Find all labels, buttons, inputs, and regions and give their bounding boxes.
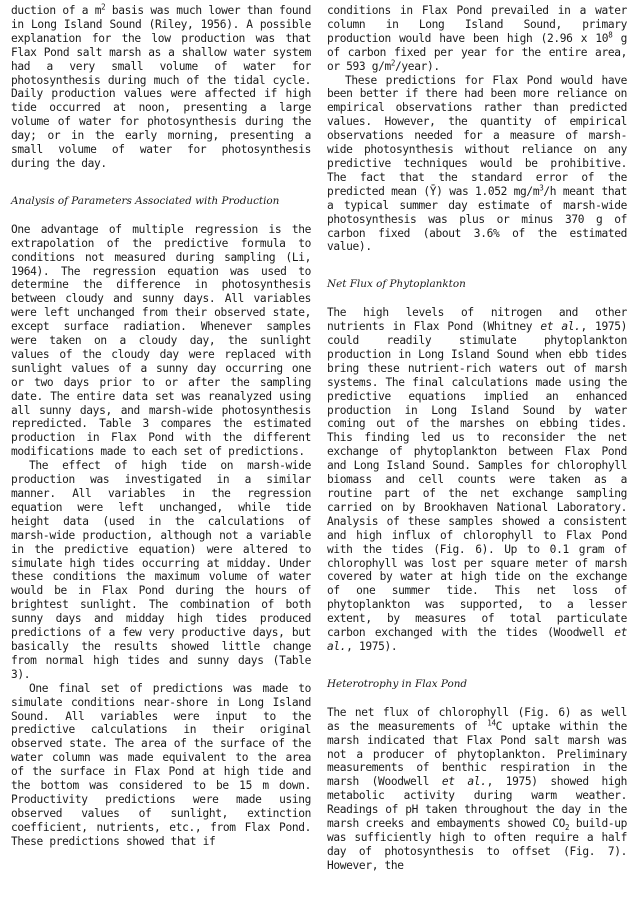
paragraph: duction of a $m^2$ basis was much lower than found in Long Island Sound (Riley, 1956). A possible explanation for the low production was that Flax Pond salt marsh as a shallow water system had a very small volume of water for photosynthesis during much of the tidal cycle. Daily production values were affected if high tide occurred at noon, presenting a large volume of water for photosynthesis during the day; or in the early morning, presenting a small volume of water for photosynthesis during the day. (11, 2, 311, 170)
superscript: 2 (390, 57, 396, 67)
section-heading: Net Flux of Phytoplankton (327, 278, 466, 291)
subscript: 2 (565, 823, 570, 833)
section-heading: Heterotrophy in Flax Pond (327, 677, 468, 690)
superscript: 14 (487, 717, 496, 727)
superscript: 3 (539, 183, 544, 193)
paragraph: The net flux of chlorophyll (Fig. 6) as well as the measurements of $^{14}$C uptake within the marsh indicated that Flax Pond salt marsh was not a producer of phytoplankton. Preliminary measurements of benthic respiration in the marsh (Woodwell et al., 1975) showed high metabolic activity during warm weather. Readings of pH taken throughout the day in the marsh creeks and embayments showed $CO_2$ build-up was sufficiently high to often require a half day of photosynthesis to offset (Fig. 7). However, the (327, 705, 628, 872)
paragraph: These predictions for Flax Pond would have been better if there had been more reliance on empirical observations rather than predicted values. However, the quantity of empirical observations needed for a measure of marsh-wide photosynthesis without reliance on any predictive techniques would be prohibitive. The fact that the standard error of the predicted mean (Ȳ) was 1.052 $mg/m^3/h$ meant that a typical summer day estimate of marsh-wide photosynthesis was plus or minus 370 g of carbon fixed (about 3.6% of the estimated value). (327, 73, 627, 254)
right-column (327, 4, 627, 873)
paragraph: The high levels of nitrogen and other nutrients in Flax Pond (Whitney et al., 1975) could readily stimulate phytoplankton production in Long Island Sound when ebb tides bring these nutrient-rich waters out of marsh systems. The final calculations made using the predictive equations implied an enhanced production in Long Island Sound by water coming out of the marshes on ebbing tides. This finding led us to reconsider the net exchange of phytoplankton between Flax Pond and Long Island Sound. Samples for chlorophyll biomass and cell counts were taken as a routine part of the net exchange sampling carried on by Brookhaven National Laboratory. Analysis of these samples showed a consistent and high influx of chlorophyll to Flax Pond with the tides (Fig. 6). Up to 0.1 gram of chlorophyll was lost per square meter of marsh covered by water at high tide on the exchange of one summer tide. This net loss of phytoplankton was supported, to a lesser extent, by measures of total particulate carbon exchanged with the tides (Woodwell et al., 1975). (327, 306, 627, 653)
paragraph: One final set of predictions was made to simulate conditions near-shore in Long Island Sound. All variables were input to the predictive calculations in their original observed state. The area of the surface of the water column was made equivalent to the area of the surface in Flax Pond at high tide and the bottom was considered to be 15 m down. Productivity predictions were made using observed values of sunlight, extinction coefficient, nutrients, etc., from Flax Pond. These predictions showed that if (11, 681, 311, 848)
superscript: 2 (101, 2, 106, 12)
paragraph: conditions in Flax Pond prevailed in a water column in Long Island Sound, primary production would have been high (2.96 x $10^8$ g of carbon fixed per year for the entire area, or 593 $g/m^2/year$). (327, 4, 627, 73)
section-heading: Analysis of Parameters Associated with Production (11, 194, 280, 207)
paragraph: One advantage of multiple regression is the extrapolation of the predictive formula to conditions not measured during sampling (Li, 1964). The regression equation was used to determine the difference in photosynthesis between cloudy and sunny days. All variables were left unchanged from their observed state, except surface radiation. Whenever samples were taken on a cloudy day, the sunlight values of the cloudy day were replaced with sunlight values of a sunny day occurring one or two days prior to or after the sampling date. The entire data set was reanalyzed using all sunny days, and marsh-wide photosynthesis repredicted. Table 3 compares the estimated production in Flax Pond with the different modifications made to each set of predictions. (11, 222, 311, 459)
paragraph: The effect of high tide on marsh-wide production was investigated in a similar manner. All variables in the regression equation were left unchanged, while tide height data (used in the calculations of marsh-wide production, although not a variable in the predictive equation) were altered to simulate high tides occurring at midday. Under these conditions the maximum volume of water would be in Flax Pond during the hours of brightest sunlight. The combination of both sunny days and midday high tides produced predictions of a few very productive days, but basically the results showed little change from normal high tides and sunny days (Table 3). (11, 459, 311, 681)
superscript: 8 (608, 30, 613, 40)
left-column (11, 4, 311, 849)
